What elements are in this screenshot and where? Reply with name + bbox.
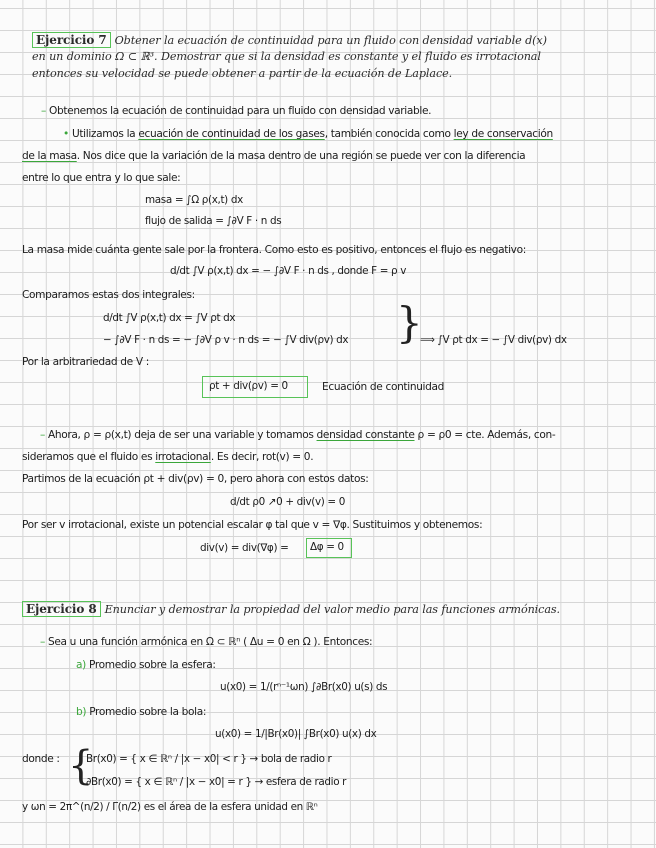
ex7-line-18: Por ser v irrotacional, existe un potencial escalar φ tal que v = ∇φ. Sustituimos y obtenemos: [22, 519, 483, 531]
ex8-header: Ejercicio 8 [22, 601, 101, 617]
ex7-line-12: Por la arbitrariedad de V : [22, 356, 150, 368]
ex7-line-9: Comparamos estas dos integrales: [22, 289, 195, 301]
ex7-eq-2c: ⟹ ∫V ρt dx = − ∫V div(ρv) dx [420, 334, 567, 346]
ex7-eq-4: div(v) = div(∇φ) = [200, 542, 289, 554]
ex7-flujo-eq: flujo de salida = ∫∂V F · n ds [145, 215, 282, 227]
ex7-eq-1: d/dt ∫V ρ(x,t) dx = − ∫∂V F · n ds , donde F = ρ v [170, 265, 407, 277]
ex8-def-1: Br(x0) = { x ∈ ℝⁿ / |x − x0| < r } → bola de radio r [86, 753, 332, 765]
ex8-line-1: – Sea u una función armónica en Ω ⊂ ℝⁿ ( Δu = 0 en Ω ). Entonces: [40, 636, 373, 648]
ex7-eq-2b: − ∫∂V F · n ds = − ∫∂V ρ v · n ds = − ∫V div(ρv) dx [103, 334, 349, 346]
ex7-masa-eq: masa = ∫Ω ρ(x,t) dx [145, 194, 243, 206]
ex7-line-3: de la masa. Nos dice que la variación de la masa dentro de una región se puede ver con la diferencia [22, 150, 526, 162]
ex7-line-15: sideramos que el fluido es irrotacional. Es decir, rot(v) = 0. [22, 451, 314, 463]
ex8-eq-b: u(x0) = 1/|Br(x0)| ∫Br(x0) u(x) dx [215, 728, 377, 740]
ex7-line-14: – Ahora, ρ = ρ(x,t) deja de ser una variable y tomamos densidad constante ρ = ρ0 = cte. Además, con- [40, 429, 556, 441]
ex8-wn-def: y ωn = 2π^(n/2) / Γ(n/2) es el área de la esfera unidad en ℝⁿ [22, 801, 318, 813]
ex7-eq-2a: d/dt ∫V ρ(x,t) dx = ∫V ρt dx [103, 312, 236, 324]
ex7-line-4: entre lo que entra y lo que sale: [22, 172, 181, 184]
ex7-line-2: • Utilizamos la ecuación de continuidad de los gases, también conocida como ley de conservación [63, 128, 553, 140]
ex8-left-brace: { [68, 743, 94, 789]
ex7-statement-line-2: en un dominio Ω ⊂ ℝ³. Demostrar que si la densidad es constante y el fluido es irrotacional [32, 50, 541, 63]
ex8-item-b: b) Promedio sobre la bola: [76, 706, 207, 718]
ex7-statement-line-3: entonces su velocidad se puede obtener a partir de la ecuación de Laplace. [32, 67, 453, 80]
ex8-def-2: ∂Br(x0) = { x ∈ ℝⁿ / |x − x0| = r } → esfera de radio r [86, 776, 347, 788]
ex7-statement-line-1: Ejercicio 7 Obtener la ecuación de continuidad para un fluido con densidad variable d(x) [32, 32, 547, 48]
ex8-statement: Ejercicio 8 Enunciar y demostrar la propiedad del valor medio para las funciones armónicas. [22, 601, 560, 617]
ex7-line-1: – Obtenemos la ecuación de continuidad para un fluido con densidad variable. [41, 105, 432, 117]
ex7-line-16: Partimos de la ecuación ρt + div(ρv) = 0, pero ahora con estos datos: [22, 473, 369, 485]
ex7-line-7: La masa mide cuánta gente sale por la frontera. Como esto es positivo, entonces el flujo es negativo: [22, 244, 526, 256]
ex7-laplace-box: Δφ = 0 [306, 538, 352, 558]
ex7-header: Ejercicio 7 [32, 32, 111, 48]
ex7-boxed-equation: ρt + div(ρv) = 0 [202, 376, 308, 398]
ex7-boxed-label: Ecuación de continuidad [322, 381, 445, 393]
ex8-item-a: a) Promedio sobre la esfera: [76, 659, 216, 671]
ex7-right-brace: } [396, 298, 423, 347]
ex8-eq-a: u(x0) = 1/(rⁿ⁻¹ωn) ∫∂Br(x0) u(s) ds [220, 681, 388, 693]
ex7-eq-3: d/dt ρ0 ↗0 + div(v) = 0 [230, 496, 345, 508]
ex8-donde: donde : [22, 753, 60, 765]
